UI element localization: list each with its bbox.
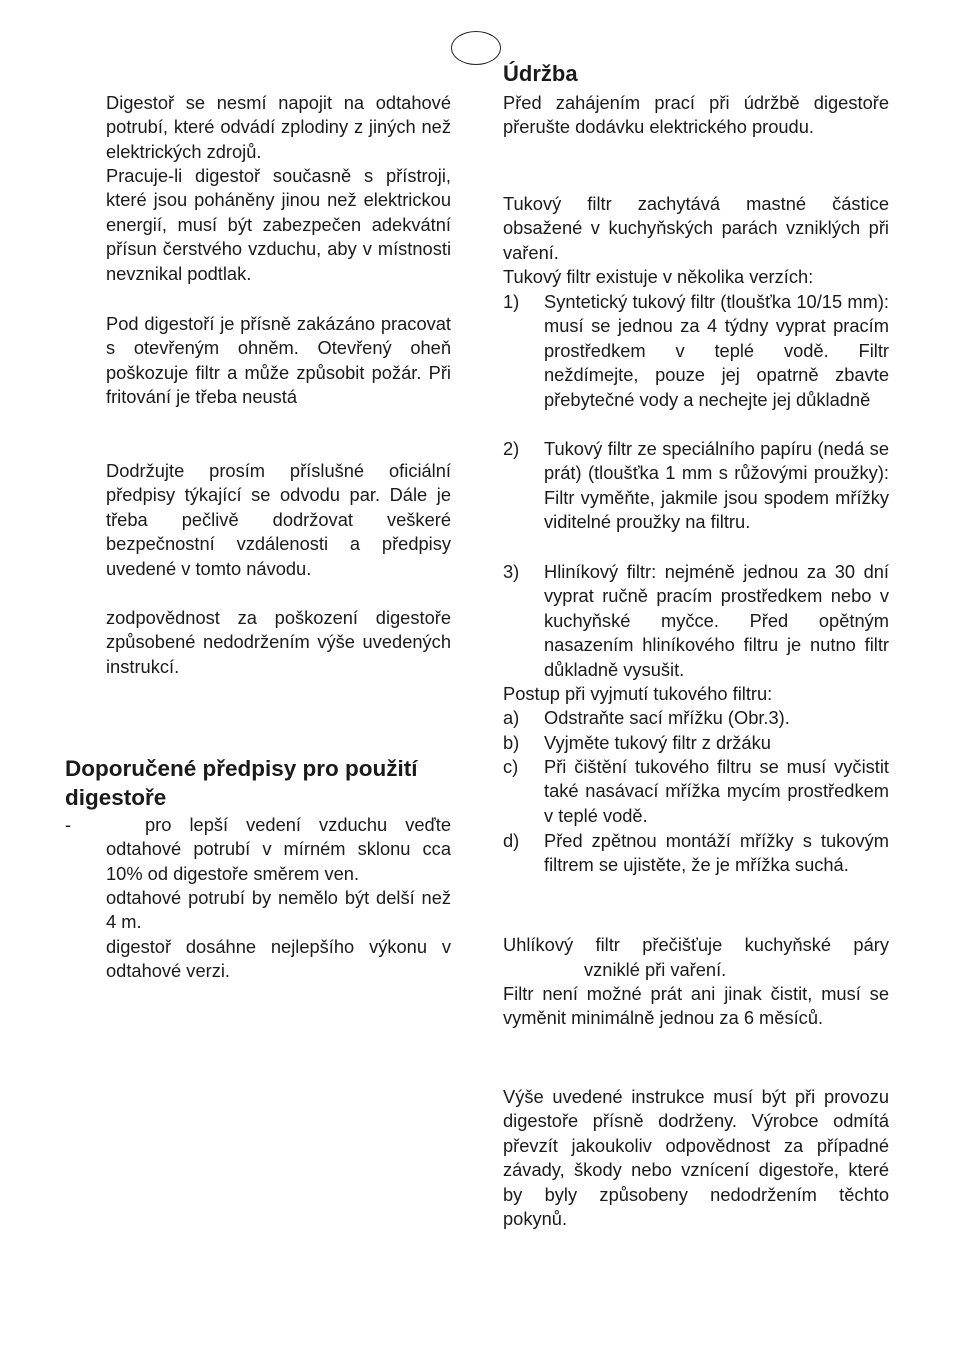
step-item-text: Při čištění tukového filtru se musí vyčistit také nasávací mřížka mycím prostředkem v teplé vodě. [544,756,889,826]
heading-recommended-rules: Doporučené předpisy pro použití digestoře [65,756,418,810]
left-paragraph-4: Dodržujte prosím příslušné oficiální předpisy týkající se odvodu par. Dále je třeba pečlivě dodržovat veškeré bezpečnostní vzdálenosti a předpisy uvedené v tomto návodu. [106,460,451,579]
filter-item-text: Tukový filtr ze speciálního papíru (nedá se prát) (tloušťka 1 mm s růžovými proužky): Filtr vyměňte, jakmile jsou spodem mřížky viditelné proužky na filtru. [544,438,889,533]
filter-item-marker: 2) [503,438,520,459]
language-badge-oval [451,31,501,65]
left-rec-2: odtahové potrubí by nemělo být delší než 4 m. [106,887,451,933]
left-rec-3: digestoř dosáhne nejlepšího výkonu v odtahové verzi. [106,936,451,982]
left-paragraph-3: Pod digestoří je přísně zakázáno pracovat s otevřeným ohněm. Otevřený oheň poškozuje filtr a může způsobit požár. Při fritování je třeba neustá [106,313,451,408]
filter-item-text: Hliníkový filtr: nejméně jednou za 30 dní vyprat ručně pracím prostředkem nebo v kuchyňské myčce. Před opětným nasazením hliníkového filtru je nutno filtr důkladně vysušit. [544,561,889,680]
filter-item-marker: 3) [503,561,520,582]
right-paragraph-6: Filtr není možné prát ani jinak čistit, musí se vyměnit minimálně jednou za 6 měsíců. [503,983,889,1029]
step-item-text: Vyjměte tukový filtr z držáku [544,732,771,753]
step-item-marker: a) [503,707,520,728]
right-paragraph-5b: vzniklé při vaření. [584,959,727,980]
left-paragraph-2: Pracuje-li digestoř současně s přístroji, které jsou poháněny jinou než elektrickou energií, musí být zabezpečen adekvátní přísun čerstvého vzduchu, aby v místnosti nevznikal podtlak. [106,165,451,284]
rec-dash-marker: - [65,814,72,835]
heading-maintenance: Údržba [503,61,578,86]
left-paragraph-1: Digestoř se nesmí napojit na odtahové potrubí, které odvádí zplodiny z jiných než elektrických zdrojů. [106,92,451,162]
right-paragraph-4: Postup při vyjmutí tukového filtru: [503,683,773,704]
step-item-text: Před zpětnou montáží mřížky s tukovým filtrem se ujistěte, že je mřížka suchá. [544,830,889,876]
left-rec-1: pro lepší vedení vzduchu veďte odtahové potrubí v mírném sklonu cca 10% od digestoře směrem ven. [106,814,451,884]
step-item-marker: b) [503,732,520,753]
filter-item-marker: 1) [503,291,520,312]
left-paragraph-5: zodpovědnost za poškození digestoře způsobené nedodržením výše uvedených instrukcí. [106,607,451,677]
right-paragraph-1: Před zahájením prací při údržbě digestoře přerušte dodávku elektrického proudu. [503,92,889,138]
right-paragraph-2: Tukový filtr zachytává mastné částice obsažené v kuchyňských parách vzniklých při vaření. [503,193,889,263]
step-item-marker: c) [503,756,519,777]
filter-item-text: Syntetický tukový filtr (tloušťka 10/15 mm): musí se jednou za 4 týdny vyprat pracím prostředkem v teplé vodě. Filtr neždímejte, pouze jej opatrně zbavte přebytečné vody a nechejte jej důkladně [544,291,889,410]
step-item-marker: d) [503,830,520,851]
step-item-text: Odstraňte sací mřížku (Obr.3). [544,707,790,728]
right-paragraph-7: Výše uvedené instrukce musí být při provozu digestoře přísně dodrženy. Výrobce odmítá převzít jakoukoliv odpovědnost za případné závady, škody nebo vznícení digestoře, které by byly způsobeny nedodržením těchto pokynů. [503,1086,889,1230]
right-paragraph-5: Uhlíkový filtr přečišťuje kuchyňské páry [503,934,889,955]
right-paragraph-3: Tukový filtr existuje v několika verzích: [503,266,814,287]
